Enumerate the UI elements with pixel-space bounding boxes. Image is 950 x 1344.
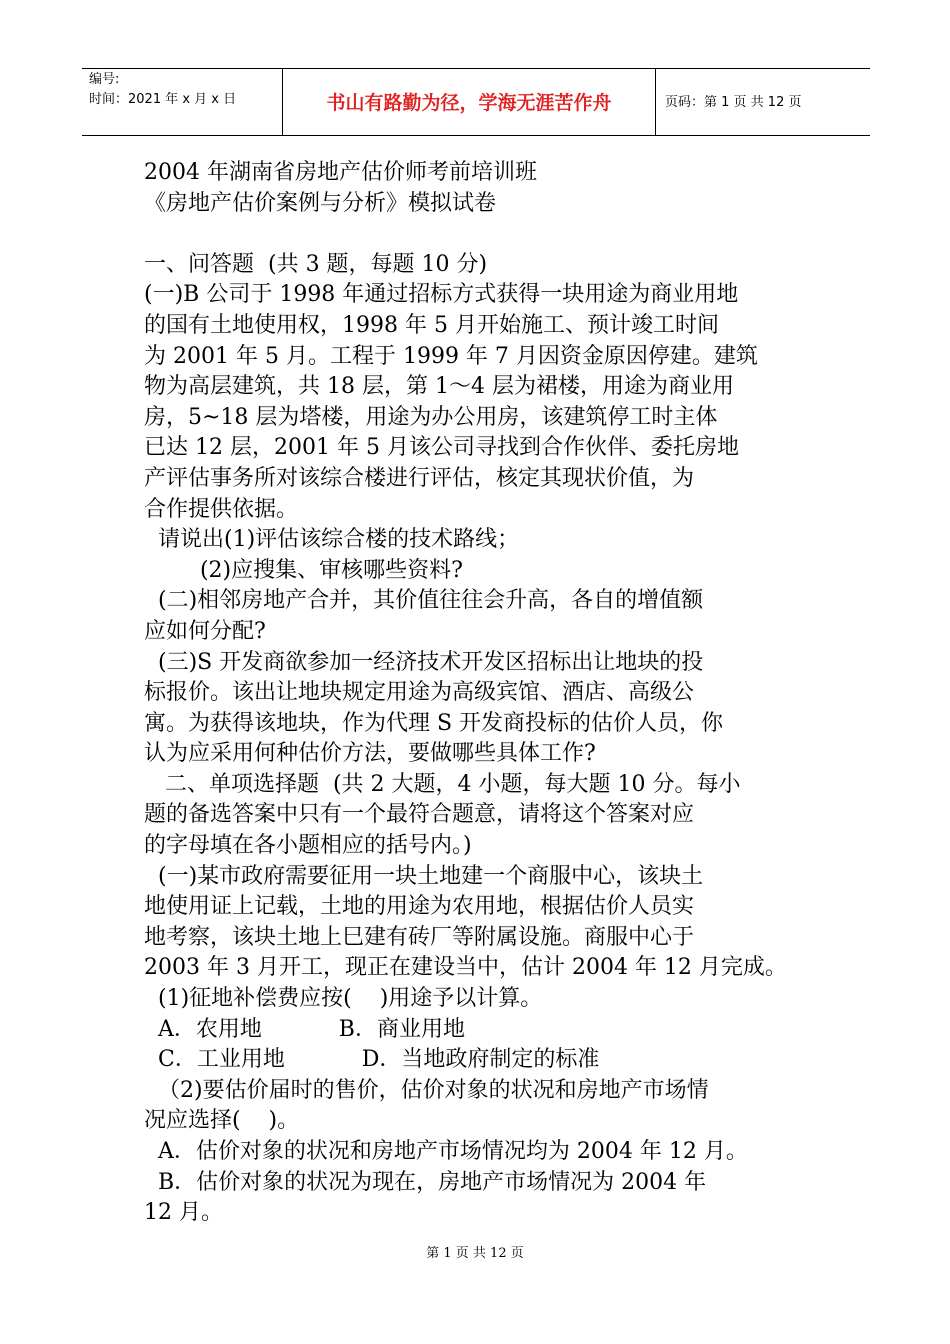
text-line: [144, 219, 819, 250]
text-line: 合作提供依据。: [144, 496, 299, 522]
text-line: 为 2001 年 5 月。工程于 1999 年 7 月因资金原因停建。建筑: [144, 343, 758, 369]
header-motto-cell: [282, 69, 656, 135]
header-page-cell: [655, 69, 870, 135]
text-line: 产评估事务所对该综合楼进行评估，核定其现状价值，为: [144, 465, 695, 491]
text-line: A．估价对象的状况和房地产市场情况均为 2004 年 12 月。: [144, 1139, 748, 1164]
text-line: 请说出(1)评估该综合楼的技术路线；: [144, 527, 520, 553]
text-line: 标报价。该出让地块规定用途为高级宾馆、酒店、高级公: [144, 680, 695, 706]
text-line: 题的备选答案中只有一个最符合题意，请将这个答案对应: [144, 802, 695, 828]
text-line: 况应选择( )。: [144, 1108, 300, 1134]
text-line: 地考察，该块土地上巳建有砖厂等附属设施。商服中心于: [144, 924, 695, 950]
document-body: [144, 158, 819, 1229]
text-line: 认为应采用何种估价方法，要做哪些具体工作?: [144, 741, 596, 767]
text-line: 一、问答题 (共 3 题，每题 10 分): [144, 251, 488, 277]
text-line: 2003 年 3 月开工，现正在建设当中，估计 2004 年 12 月完成。: [144, 955, 787, 981]
header-page-info: 页码：第 1 页 共 12 页: [665, 95, 802, 110]
text-line: 房，5~18 层为塔楼，用途为办公用房，该建筑停工时主体: [144, 404, 718, 430]
text-line: （2)要估价届时的售价，估价对象的状况和房地产市场情: [144, 1077, 709, 1103]
document-date-label: 时间：2021 年 x 月 x 日: [89, 92, 237, 107]
header-motto: 书山有路勤为径，学海无涯苦作舟: [326, 92, 612, 114]
text-line: (1)征地补偿费应按( )用途予以计算。: [144, 986, 543, 1012]
text-line: (三)S 开发商欲参加一经济技术开发区招标出让地块的投: [144, 649, 704, 675]
text-line: B．估价对象的状况为现在，房地产市场情况为 2004 年: [144, 1169, 707, 1195]
text-line: C．工业用地 D．当地政府制定的标准: [144, 1047, 600, 1073]
page-header: [82, 68, 870, 136]
text-line: 《房地产估价案例与分析》模拟试卷: [144, 190, 497, 216]
page-footer: 第 1 页 共 12 页: [426, 1246, 524, 1261]
text-line: A．农用地 B．商业用地: [144, 1016, 465, 1042]
text-line: 寓。为获得该地块，作为代理 S 开发商投标的估价人员，你: [144, 710, 724, 736]
text-line: 应如何分配?: [144, 618, 266, 644]
text-line: 12 月。: [144, 1200, 223, 1226]
text-line: (一)B 公司于 1998 年通过招标方式获得一块用途为商业用地: [144, 282, 739, 308]
text-line: (二)相邻房地产合并，其价值往往会升高，各自的增值额: [144, 588, 704, 614]
text-line: 地使用证上记载，土地的用途为农用地，根据估价人员实: [144, 894, 695, 920]
text-line: 的国有土地使用权，1998 年 5 月开始施工、预计竣工时间: [144, 312, 719, 338]
document-number-label: 编号:: [89, 72, 120, 87]
text-line: 二、单项选择题 (共 2 大题，4 小题，每大题 10 分。每小: [144, 771, 741, 797]
text-line: 的字母填在各小题相应的括号内。): [144, 833, 472, 859]
text-line: (2)应搜集、审核哪些资料?: [144, 557, 463, 583]
text-line: 物为高层建筑，共 18 层，第 1～4 层为裙楼，用途为商业用: [144, 374, 734, 400]
text-line: 2004 年湖南省房地产估价师考前培训班: [144, 160, 537, 185]
text-line: 已达 12 层，2001 年 5 月该公司寻找到合作伙伴、委托房地: [144, 435, 739, 461]
text-line: (一)某市政府需要征用一块土地建一个商服中心，该块土: [144, 863, 704, 889]
header-meta-cell: [82, 69, 281, 135]
